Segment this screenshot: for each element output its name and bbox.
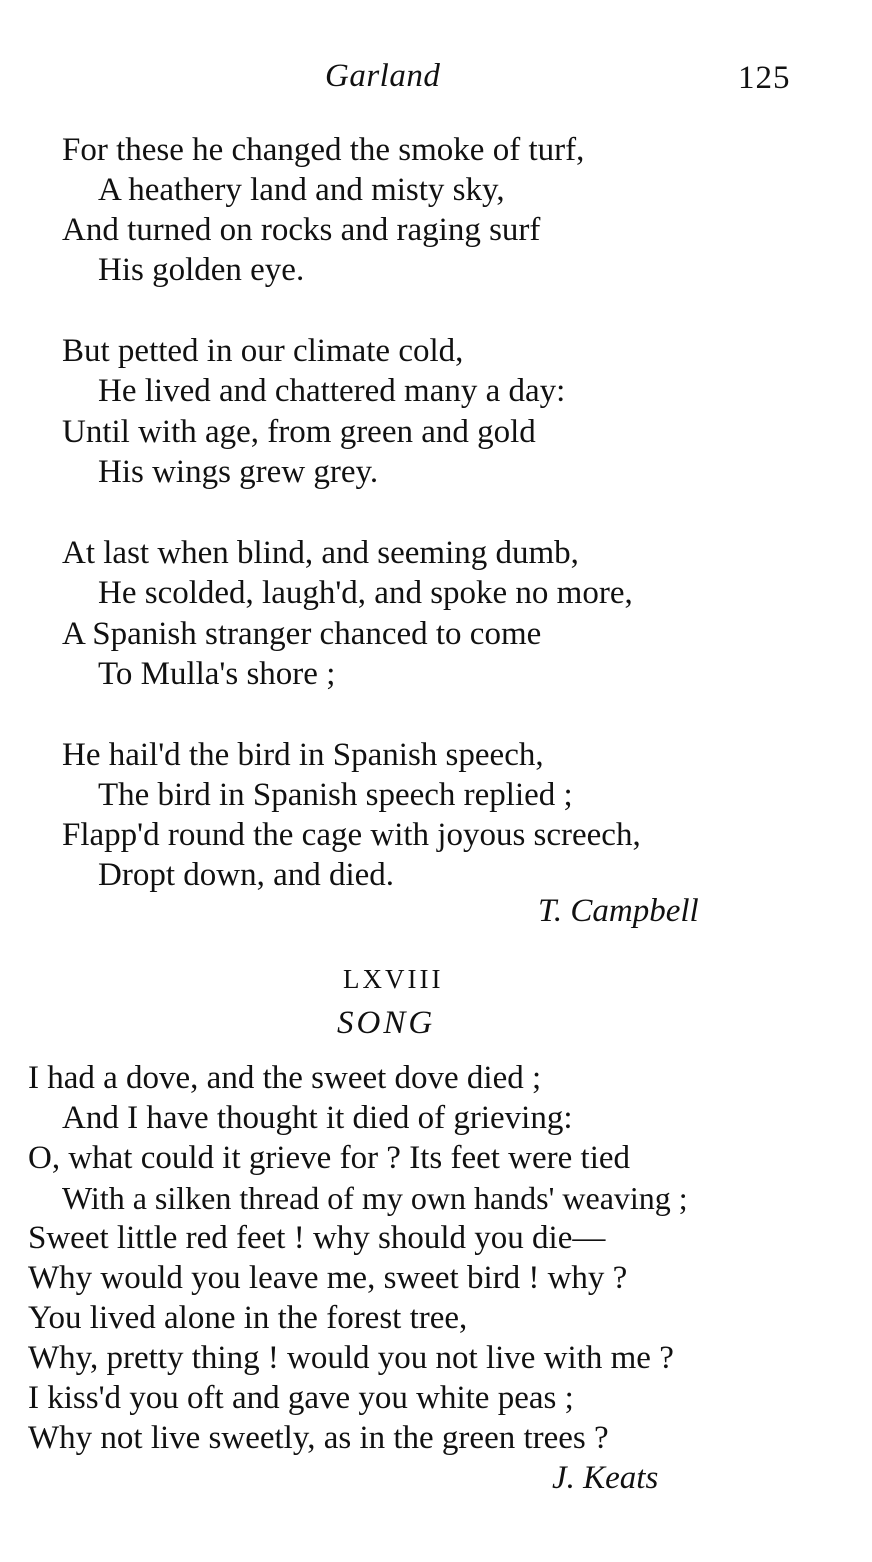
poem-line: Flapp'd round the cage with joyous screech, <box>62 817 641 853</box>
running-title: Garland <box>325 58 441 94</box>
poem-line: His wings grew grey. <box>98 454 379 490</box>
poem-title: SONG <box>337 1005 436 1041</box>
poem-line: O, what could it grieve for ? Its feet were tied <box>28 1140 631 1176</box>
page-number: 125 <box>738 60 791 96</box>
poem-line: A Spanish stranger chanced to come <box>62 616 542 652</box>
poem-line: A heathery land and misty sky, <box>98 172 505 208</box>
poem-line: To Mulla's shore ; <box>98 656 336 692</box>
poem-line: He scolded, laugh'd, and spoke no more, <box>98 575 633 611</box>
poem-line: Sweet little red feet ! why should you die— <box>28 1220 606 1256</box>
poem-line: The bird in Spanish speech replied ; <box>98 777 573 813</box>
poem-line: Why not live sweetly, as in the green trees ? <box>28 1420 609 1456</box>
poem-line: His golden eye. <box>98 252 305 288</box>
poem-line: Why would you leave me, sweet bird ! why ? <box>28 1260 628 1296</box>
poem-line: I had a dove, and the sweet dove died ; <box>28 1060 542 1096</box>
poem-line: For these he changed the smoke of turf, <box>62 132 585 168</box>
poem-line: Dropt down, and died. <box>98 857 395 893</box>
poem-line: You lived alone in the forest tree, <box>28 1300 468 1336</box>
poem-line: I kiss'd you oft and gave you white peas ; <box>28 1380 574 1416</box>
poem-line: He hail'd the bird in Spanish speech, <box>62 737 544 773</box>
poem-line: And I have thought it died of grieving: <box>62 1100 573 1136</box>
poem-author: J. Keats <box>552 1460 659 1496</box>
poem-line: With a silken thread of my own hands' weaving ; <box>62 1180 688 1216</box>
poem-line: He lived and chattered many a day: <box>98 373 566 409</box>
poem-line: Why, pretty thing ! would you not live with me ? <box>28 1340 674 1376</box>
running-head <box>0 58 872 102</box>
poem-author: T. Campbell <box>538 893 699 929</box>
poem-line: And turned on rocks and raging surf <box>62 212 541 248</box>
poem-line: At last when blind, and seeming dumb, <box>62 535 579 571</box>
poem-line: Until with age, from green and gold <box>62 414 536 450</box>
poem-number: LXVIII <box>343 964 444 994</box>
poem-line: But petted in our climate cold, <box>62 333 464 369</box>
